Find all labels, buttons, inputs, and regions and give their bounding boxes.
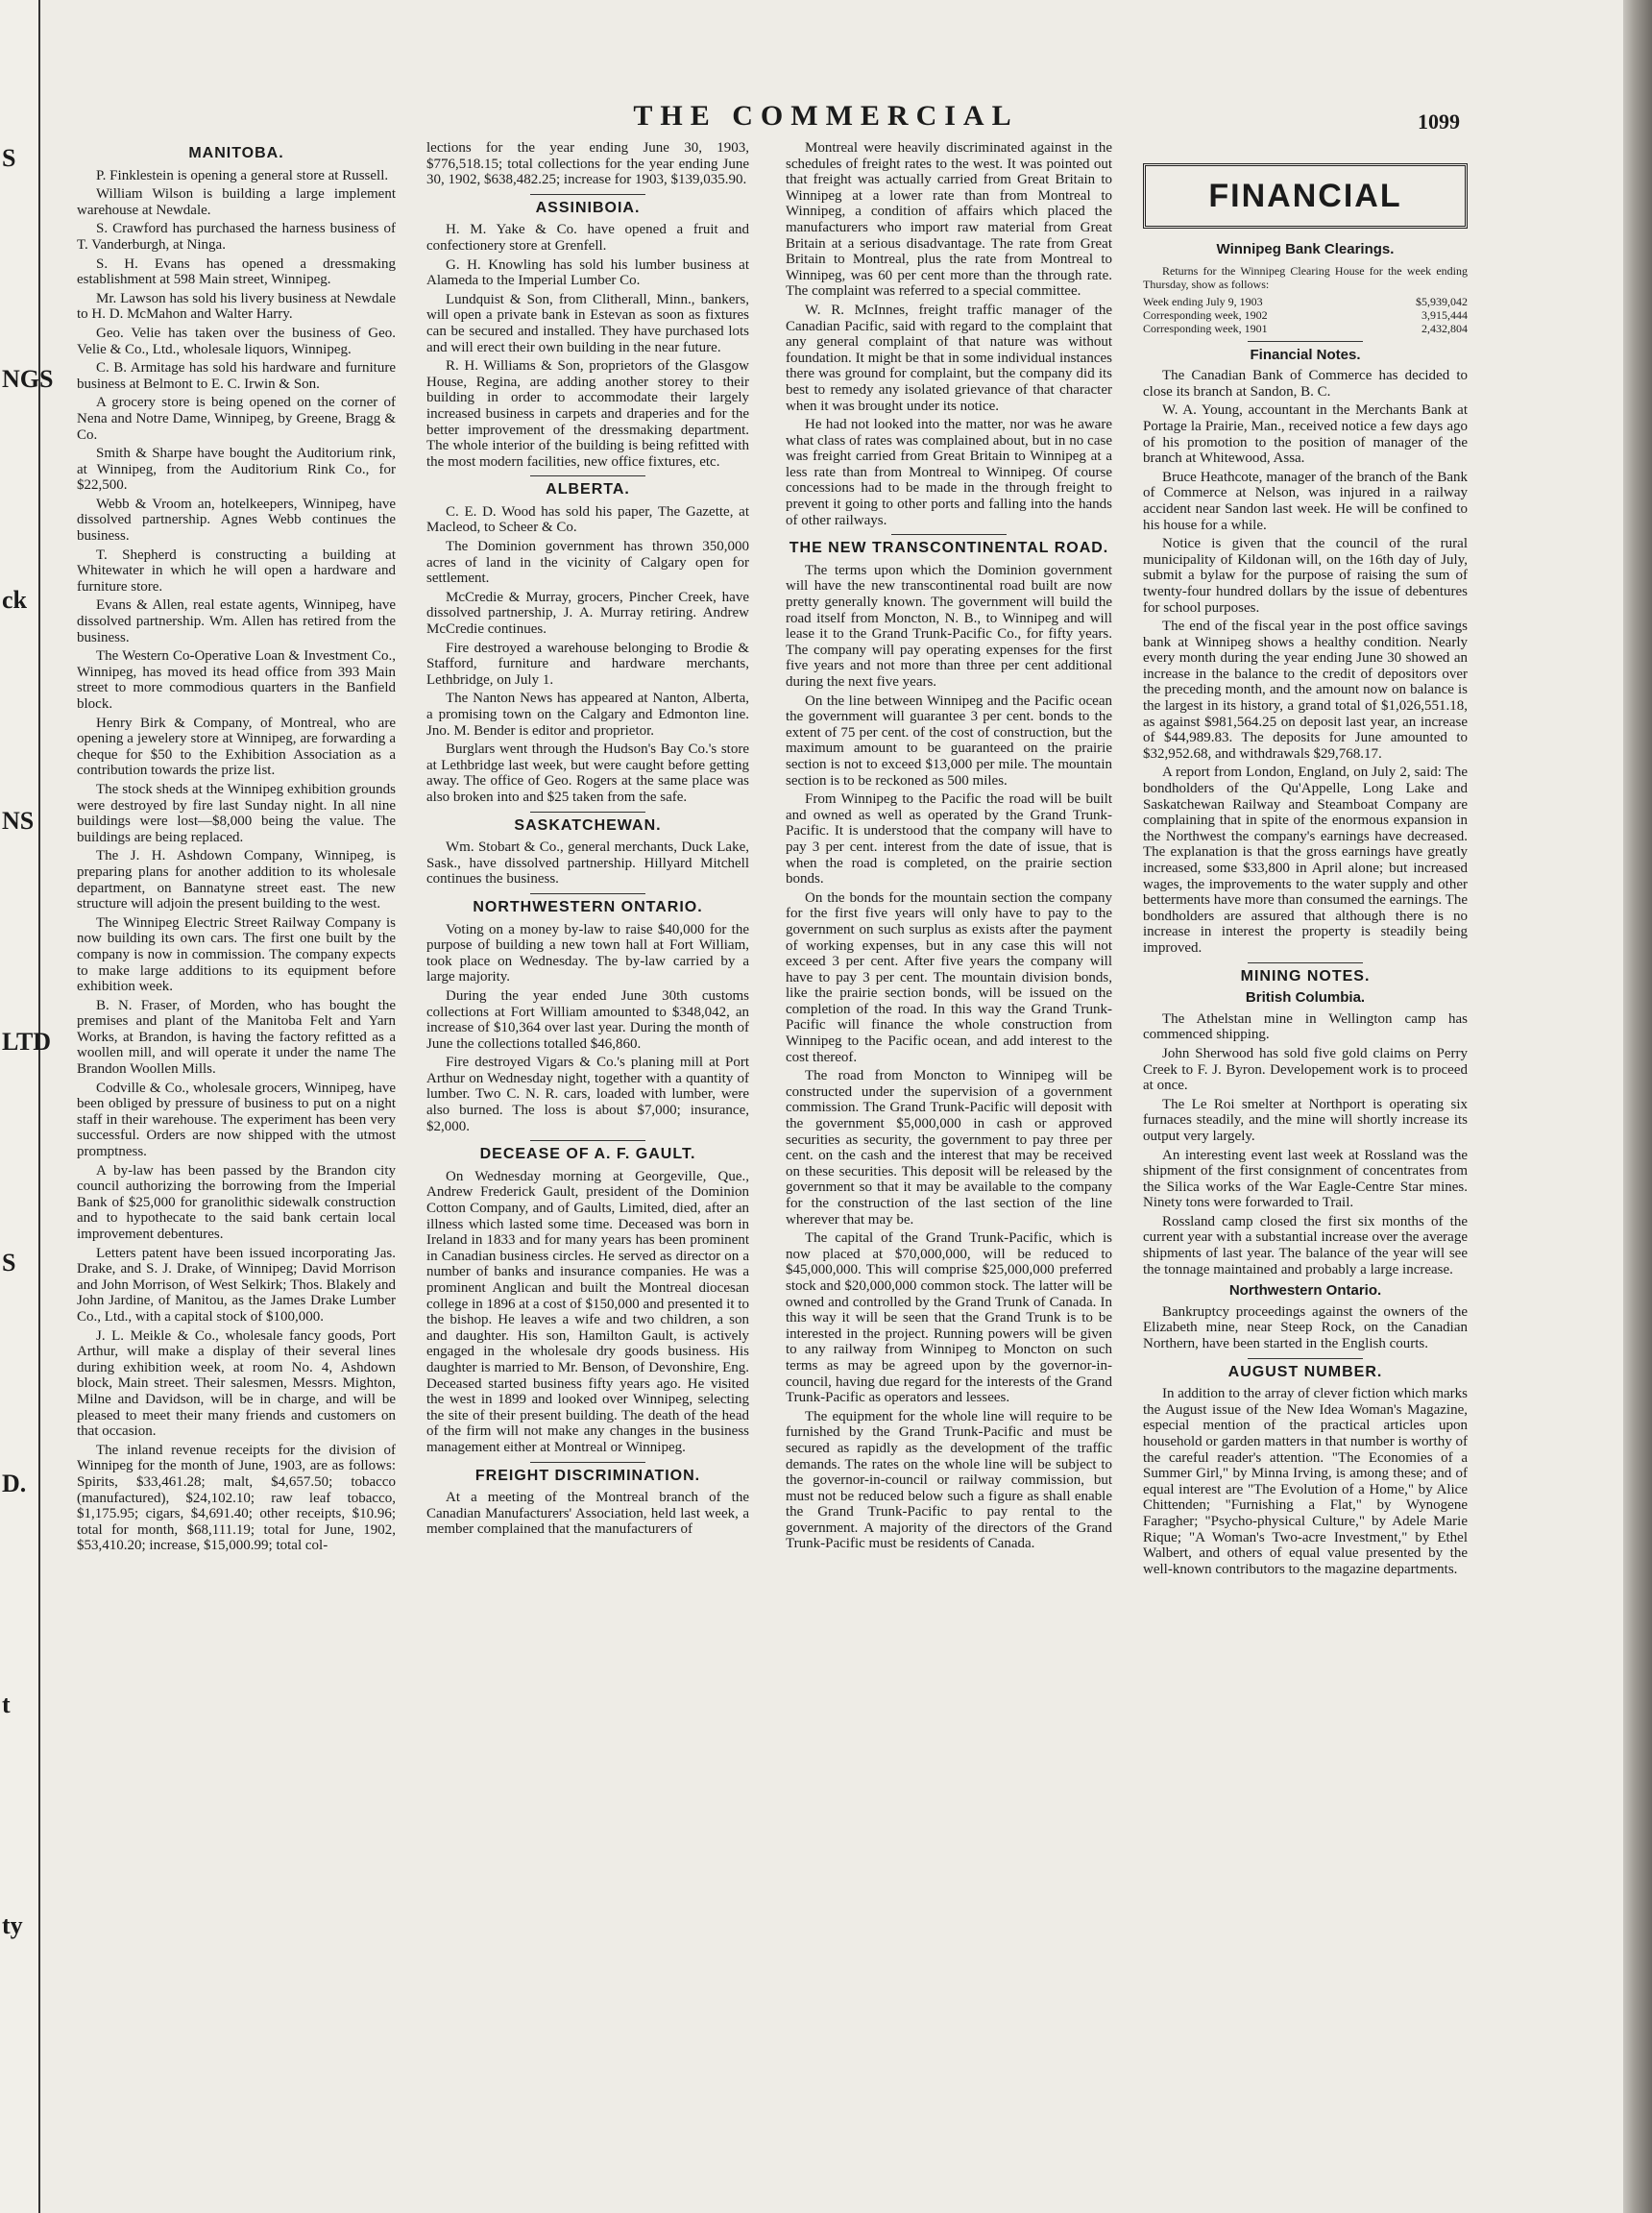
subsection-heading: Winnipeg Bank Clearings. (1216, 241, 1395, 257)
paragraph: The Nanton News has appeared at Nanton, Alberta, a promising town on the Calgary and Edmonton line. Jno. M. Bender is editor and proprietor. (426, 691, 749, 739)
paragraph: Fire destroyed Vigars & Co.'s planing mill at Port Arthur on Wednesday night, together with a quantity of lumber. Two C. N. R. cars, loaded with lumber, were also burned. The loss is about $7,000; insurance, $2,000. (426, 1055, 749, 1134)
paragraph: A by-law has been passed by the Brandon city council authorizing the borrowing from the Imperial Bank of $25,000 for granolithic sidewalk construction and to hypothecate to the said bank certain local improvement debentures. (77, 1162, 396, 1242)
article-body (1143, 1304, 1468, 1352)
paragraph: McCredie & Murray, grocers, Pincher Creek, have dissolved partnership, J. A. Murray retiring. Andrew McCredie continues. (426, 589, 749, 638)
edge-fragment: ck (2, 586, 27, 614)
paragraph: C. B. Armitage has sold his hardware and furniture business at Belmont to E. C. Irwin & Son. (77, 360, 396, 392)
paragraph: W. A. Young, accountant in the Merchants Bank at Portage la Prairie, Man., received notice a few days ago of his promotion to the position of manager of the branch at Whitewood, Assa. (1143, 402, 1468, 467)
section-heading: DECEASE OF A. F. GAULT. (479, 1146, 696, 1163)
paragraph: Bankruptcy proceedings against the owners of the Elizabeth mine, near Steep Rock, on the Canadian Northern, have been started in the English courts. (1143, 1303, 1468, 1352)
book-edge (1623, 0, 1652, 2213)
article-body (426, 1490, 749, 1538)
paragraph: The road from Moncton to Winnipeg will be constructed under the supervision of a government commission. The Grand Trunk-Pacific will deposit with the government $5,000,000 in cash or approved securities as security, the government to pay three per cent. on the cash and the interest that may be received on these securities. This deposit will be released by the government so that it may be available to the company for the construction of the last section of the line wherever that may be. (786, 1068, 1112, 1228)
column-1 (77, 140, 396, 1557)
paragraph: Notice is given that the council of the rural municipality of Kildonan will, on the 16th day of July, submit a bylaw for the purpose of raising the sum of twenty-four hundred dollars by the issue of debentures for school purposes. (1143, 536, 1468, 616)
paragraph: S. H. Evans has opened a dressmaking establishment at 598 Main street, Winnipeg. (77, 255, 396, 288)
masthead: THE COMMERCIAL (633, 100, 1019, 132)
paragraph: The Winnipeg Electric Street Railway Company is now building its own cars. The first one built by the company is now in commission. The company expects to make large additions to its equipment before exhibition week. (77, 914, 396, 995)
paragraph: Smith & Sharpe have bought the Auditorium rink, at Winnipeg, from the Auditorium Rink Co., for $22,500. (77, 446, 396, 494)
paragraph: R. H. Williams & Son, proprietors of the Glasgow House, Regina, are adding another storey to their building in order to accommodate their largely increased business in carpets and draperies and for the better improvement of the dressmaking department. The whole interior of the building is being refitted with the most modern facilities, new office fixtures, etc. (426, 358, 749, 470)
paragraph: A report from London, England, on July 2, said: The bondholders of the Qu'Appelle, Long Lake and Saskatchewan Railway and Steamboat Company are complaining that in spite of the enormous expansion in the Northwest the company's earnings have decreased. The explanation is that the gross earnings have greatly increased, some $33,800 in April alone; but increased wages, the improvements to the water supply and other betterments have more than consumed the earnings. The bondholders are assured that although there is no increase in interest the property is steadily being improved. (1143, 765, 1468, 956)
paragraph: At a meeting of the Montreal branch of the Canadian Manufacturers' Association, held last week, a member complained that the manufacturers of (426, 1490, 749, 1538)
paragraph: H. M. Yake & Co. have opened a fruit and confectionery store at Grenfell. (426, 222, 749, 254)
divider (530, 194, 645, 195)
column-4 (1143, 140, 1468, 1580)
divider (530, 812, 645, 813)
paragraph: T. Shepherd is constructing a building at Whitewater in which he will open a hardware and furniture store. (77, 547, 396, 595)
divider (891, 534, 1007, 535)
subsection-heading: Northwestern Ontario. (1228, 1282, 1382, 1300)
section-heading: MINING NOTES. (1240, 967, 1371, 985)
paragraph: Burglars went through the Hudson's Bay Co.'s store at Lethbridge last week, but were caught before getting away. The office of Geo. Rogers at the same place was also broken into and $25 taken from the safe. (426, 742, 749, 805)
paragraph: The capital of the Grand Trunk-Pacific, which is now placed at $70,000,000, will be reduced to $45,000,000. This will comprise $25,000,000 preferred stock and $20,000,000 common stock. The latter will be owned and controlled by the Grand Trunk of Canada. In this way it will be seen that the Grand Trunk is to be interested in the project. Running powers will be given to any railway from Winnipeg to Moncton on such terms as may be agreed upon by the governor-in-council, having due regard for the interests of the Grand Trunk-Pacific as operators and lessees. (786, 1230, 1112, 1406)
paragraph: John Sherwood has sold five gold claims on Perry Creek to F. J. Byron. Developement work is to proceed at once. (1143, 1045, 1468, 1094)
divider (530, 893, 645, 894)
paragraph: The equipment for the whole line will require to be furnished by the Grand Trunk-Pacific and must be secured as rapidly as the development of the traffic demands. The rates on the whole line will be subject to the governor-in-council or railway commission, but must not be reduced below such a figure as shall enable the Grand Trunk-Pacific to pay rental to the government. A majority of the directors of the Grand Trunk-Pacific must be residents of Canada. (786, 1408, 1112, 1552)
clearings-value: $5,939,042 (1416, 294, 1468, 308)
paragraph: The J. H. Ashdown Company, Winnipeg, is preparing plans for another addition to its wholesale department, on Bannatyne street east. The new structure will adjoin the present building to the west. (77, 848, 396, 912)
clearings-row (1143, 322, 1468, 335)
clearings-value: 3,915,444 (1421, 307, 1468, 322)
article-body (1143, 368, 1468, 956)
paragraph: Rossland camp closed the first six months of the current year with a substantial increase over the average shipments of last year. The balance of the year will see the tonnage maintained and probably a large increase. (1143, 1213, 1468, 1277)
paragraph: B. N. Fraser, of Morden, who has bought the premises and plant of the Manitoba Felt and Yarn Works, at Brandon, is having the factory refitted as a woollen mill, and will operate it under the name The Brandon Woollen Mills. (77, 997, 396, 1078)
subsection-heading: Financial Notes. (1250, 346, 1361, 363)
edge-fragment: t (2, 1690, 11, 1718)
paragraph: Montreal were heavily discriminated against in the schedules of freight rates to the west. It was pointed out that freight was actually carried from Great Britain to Winnipeg at a lower rate than from Montreal to Winnipeg, a condition of affairs which placed the manufacturers who import raw material from Great Britain at a serious disadvantage. The rate from Great Britain to Montreal, plus the rate from Montreal to Winnipeg, was 60 per cent more than the through rate. The complaint was referred to a special committee. (786, 140, 1112, 300)
adjacent-page-edge (0, 0, 54, 2213)
clearings-row (1143, 308, 1468, 322)
clearings-label: Corresponding week, 1902 (1143, 307, 1268, 322)
paragraph: William Wilson is building a large implement warehouse at Newdale. (77, 186, 396, 218)
article-body (426, 922, 749, 1135)
edge-fragment: S (2, 144, 16, 172)
article-body (786, 563, 1112, 1552)
subsection-heading: British Columbia. (1245, 989, 1366, 1007)
edge-fragment: NGS (2, 365, 54, 393)
article-body (1143, 1011, 1468, 1278)
paragraph: The terms upon which the Dominion government will have the new transcontinental road built are now pretty generally known. The government will build the road itself from Moncton, N. B., to Winnipeg and will lease it to the Grand Trunk-Pacific Co., for fifty years. The company will pay operating expenses for the first five years and not more than three per cent additional during the next five years. (786, 562, 1112, 690)
paragraph: A grocery store is being opened on the corner of Nena and Notre Dame, Winnipeg, by Greene, Bragg & Co. (77, 395, 396, 443)
paragraph: On the bonds for the mountain section the company for the first five years will only have to pay to the government on such surplus as exists after the payment of working expenses, but in any case this will not exceed 3 per cent. After five years the company will have to pay 3 per cent. The mountain division bonds, like the prairie section bonds, will be issued on the completion of the road. In this way the Grand Trunk-Pacific will finance the whole construction from Winnipeg to the Pacific ocean, and add interest to the cost thereof. (786, 889, 1112, 1065)
financial-banner (1143, 163, 1468, 229)
paragraph: The Western Co-Operative Loan & Investment Co., Winnipeg, has moved its head office from 393 Main street to more commodious quarters in the Banfield block. (77, 648, 396, 712)
section-heading: NORTHWESTERN ONTARIO. (473, 898, 703, 915)
clearings-intro: Returns for the Winnipeg Clearing House for the week ending Thursday, show as follows: (1143, 263, 1468, 291)
paragraph: From Winnipeg to the Pacific the road will be built and owned as well as operated by the Grand Trunk-Pacific. It is understood that the company will have to pay 3 per cent. interest from the date of issue, that is when the road is completed, on the prairie section bonds. (786, 791, 1112, 888)
paragraph: C. E. D. Wood has sold his paper, The Gazette, at Macleod, to Scheer & Co. (426, 503, 749, 536)
section-heading: ASSINIBOIA. (535, 199, 641, 216)
paragraph: Evans & Allen, real estate agents, Winnipeg, have dissolved partnership. Wm. Allen has retired from the business. (77, 597, 396, 645)
paragraph: Mr. Lawson has sold his livery business at Newdale to H. D. McMahon and Walter Harry. (77, 290, 396, 323)
section-heading: FREIGHT DISCRIMINATION. (474, 1467, 701, 1484)
column-3 (786, 140, 1112, 1555)
divider (530, 1462, 645, 1463)
paragraph: W. R. McInnes, freight traffic manager of the Canadian Pacific, said with regard to the complaint that any general complaint of that nature was without foundation. It might be that in some individual instances there was ground for complaint, but the company did its best to remedy any isolated grievance of that character when it was brought under its notice. (786, 302, 1112, 414)
article-body (1143, 1386, 1468, 1577)
paragraph: The end of the fiscal year in the post office savings bank at Winnipeg shows a healthy condition. Nearly every month during the year ending June 30 showed an increase in the balance to the credit of depositors over the preceding month, and the amount now on balance is the largest in its history, a grand total of $1,026,551.18, as against $981,564.25 on deposit last year, an increase of $44,989.83. The deposits for June amounted to $32,952.68, and withdrawals $29,768.17. (1143, 619, 1468, 762)
paragraph: Geo. Velie has taken over the business of Geo. Velie & Co., Ltd., wholesale liquors, Winnipeg. (77, 325, 396, 357)
paragraph: S. Crawford has purchased the harness business of T. Vanderburgh, at Ninga. (77, 221, 396, 253)
paragraph: Fire destroyed a warehouse belonging to Brodie & Stafford, furniture and hardware merchants, Lethbridge, on July 1. (426, 640, 749, 688)
divider (1248, 1358, 1363, 1359)
article-body (426, 222, 749, 470)
paragraph: G. H. Knowling has sold his lumber business at Alameda to the Imperial Lumber Co. (426, 256, 749, 289)
clearings-label: Week ending July 9, 1903 (1143, 294, 1263, 308)
article-body (426, 504, 749, 806)
paragraph: Letters patent have been issued incorporating Jas. Drake, and S. J. Drake, of Winnipeg; David Morrison and John Morrison, of West Selkirk; Thos. Blakely and John Jardine, of Manitou, as the James Drake Lumber Co., Ltd., with a capital stock of $100,000. (77, 1245, 396, 1325)
section-heading: SASKATCHEWAN. (514, 816, 662, 834)
paragraph: The stock sheds at the Winnipeg exhibition grounds were destroyed by fire last Sunday night. In all nine buildings were lost—$8,000 being the value. The buildings are being replaced. (77, 781, 396, 845)
paragraph: J. L. Meikle & Co., wholesale fancy goods, Port Arthur, will make a display of their several lines during exhibition week, at room No. 4, Ashdown block, Main street. Their salesmen, Messrs. Mighton, Milne and Davidson, will be in charge, and will be pleased to meet their many friends and customers on that occasion. (77, 1327, 396, 1440)
paragraph: During the year ended June 30th customs collections at Fort William amounted to $348,042, an increase of $10,364 over last year. During the month of June the collections totalled $46,860. (426, 987, 749, 1052)
paragraph: The Canadian Bank of Commerce has decided to close its branch at Sandon, B. C. (1143, 368, 1468, 400)
section-heading: ALBERTA. (546, 481, 630, 499)
clearings-row (1143, 295, 1468, 308)
article-continuation (786, 140, 1112, 528)
divider (530, 475, 645, 476)
edge-fragment: ty (2, 1911, 23, 1939)
paragraph: An interesting event last week at Rossland was the shipment of the first consignment of concentrates from the Silica works of the War Eagle-Centre Star mines. Ninety tons were forwarded to Trail. (1143, 1147, 1468, 1211)
section-heading: AUGUST NUMBER. (1227, 1363, 1383, 1380)
page-number: 1099 (1418, 109, 1460, 134)
article-body (426, 1169, 749, 1456)
paragraph: On Wednesday morning at Georgeville, Que., Andrew Frederick Gault, president of the Dominion Cotton Company, and of Gaults, Limited, died, after an illness which lasted some time. Deceased was born in Ireland in 1833 and for many years has been prominent in Canadian business circles. He served as director on a number of banks and insurance companies. He was a prominent Anglican and built the Montreal diocesan college in 1896 at a cost of $150,000 and presented it to the bishop. He leaves a wife and two children, a son and daughter. His son, Hamilton Gault, is actively engaged in the wholesale dry goods business. His daughter is married to Mr. Benson, of Devonshire, Eng. Deceased started business fifty years ago. He visited the west in 1899 and looked over Winnipeg, selecting the site of their present building. The death of the head of the firm will not make any changes in the business management either at Montreal or Winnipeg. (426, 1168, 749, 1455)
divider (1248, 341, 1363, 342)
paragraph: The inland revenue receipts for the division of Winnipeg for the month of June, 1903, are as follows: Spirits, $33,461.28; malt, $4,657.50; tobacco (manufactured), $24,102.10; raw leaf tobacco, $1,175.95; cigars, $4,691.40; other receipts, $10.96; total for month, $68,111.19; total for June, 1902, $53,410.20; increase, $15,000.99; total col- (77, 1442, 396, 1554)
paragraph: Voting on a money by-law to raise $40,000 for the purpose of building a new town hall at Fort William, took place on Wednesday. The by-law carried by a large majority. (426, 921, 749, 985)
paragraph: In addition to the array of clever fiction which marks the August issue of the New Idea Woman's Magazine, especial mention of the practical articles upon household or garden matters in that number is worthy of the careful reader's attention. "The Economies of a Summer Girl," by Minna Irving, is among these; and of equal interest are "The Evolution of a Home," by Alice Chittenden; "Furnishing a Flat," by Wynogene Faragher; "Psycho-physical Culture," by Adele Marie Rique; "A Woman's Two-acre Investment," by Ethel Walbert, and others of equal value presented by the well-known contributors to the magazine departments. (1143, 1386, 1468, 1577)
paragraph: Webb & Vroom an, hotelkeepers, Winnipeg, have dissolved partnership. Agnes Webb continues the business. (77, 496, 396, 545)
paragraph: Bruce Heathcote, manager of the branch of the Bank of Commerce at Nelson, was injured in a railway accident near Sandon last week. He will be confined to his house for a while. (1143, 469, 1468, 533)
divider (1248, 962, 1363, 963)
paragraph: Wm. Stobart & Co., general merchants, Duck Lake, Sask., have dissolved partnership. Hillyard Mitchell continues the business. (426, 839, 749, 888)
edge-fragment: S (2, 1249, 16, 1277)
section-heading: MANITOBA. (188, 145, 284, 161)
divider (530, 1140, 645, 1141)
edge-fragment: D. (2, 1470, 27, 1497)
paragraph: Codville & Co., wholesale grocers, Winnipeg, have been obliged by pressure of business to put on a night staff in their warehouse. The experiment has been very successful. Orders are now shipped with the utmost promptness. (77, 1080, 396, 1160)
paragraph: P. Finklestein is opening a general store at Russell. (96, 167, 389, 183)
paragraph: He had not looked into the matter, nor was he aware what class of rates was complained about, but in no case was freight carried from Great Britain to Winnipeg at a less rate than from Montreal to Winnipeg. Of course concessions had to be made in the through freight to prevent it going to other ports and falling into the hands of other railways. (786, 417, 1112, 528)
article-body (77, 168, 396, 1554)
financial-banner-title: FINANCIAL (1208, 177, 1402, 214)
section-heading: THE NEW TRANSCONTINENTAL ROAD. (789, 540, 1109, 557)
paragraph: The Athelstan mine in Wellington camp has commenced shipping. (1143, 1010, 1468, 1043)
column-2 (426, 140, 749, 1541)
edge-fragment: NS (2, 807, 35, 835)
paragraph: Henry Birk & Company, of Montreal, who are opening a jewelery store at Winnipeg, are forwarding a cheque for $50 to the Exhibition Association as a contribution towards the prize list. (77, 715, 396, 779)
paragraph: The Dominion government has thrown 350,000 acres of land in the vicinity of Calgary open for settlement. (426, 539, 749, 587)
paragraph: On the line between Winnipeg and the Pacific ocean the government will guarantee 3 per cent. bonds to the extent of 75 per cent. of the cost of construction, but the maximum amount to be guaranteed on the prairie section is not to exceed $13,000 per mile. The mountain section is to be reckoned as 500 miles. (786, 693, 1112, 789)
article-body (426, 839, 749, 888)
paragraph: The Le Roi smelter at Northport is operating six furnaces steadily, and the mine will shortly increase its output very largely. (1143, 1096, 1468, 1144)
paragraph: Lundquist & Son, from Clitherall, Minn., bankers, will open a private bank in Estevan as soon as fixtures can be secured and installed. They have purchased lots and will erect their own building in the near future. (426, 291, 749, 355)
article-continuation: lections for the year ending June 30, 1903, $776,518.15; total collections for the year ending June 30, 1902, $638,482.25; increase for 1903, $139,035.90. (426, 140, 749, 188)
edge-fragment: LTD (2, 1028, 52, 1056)
bank-clearings-table (1143, 264, 1468, 335)
clearings-label: Corresponding week, 1901 (1143, 321, 1268, 335)
clearings-value: 2,432,804 (1421, 321, 1468, 335)
